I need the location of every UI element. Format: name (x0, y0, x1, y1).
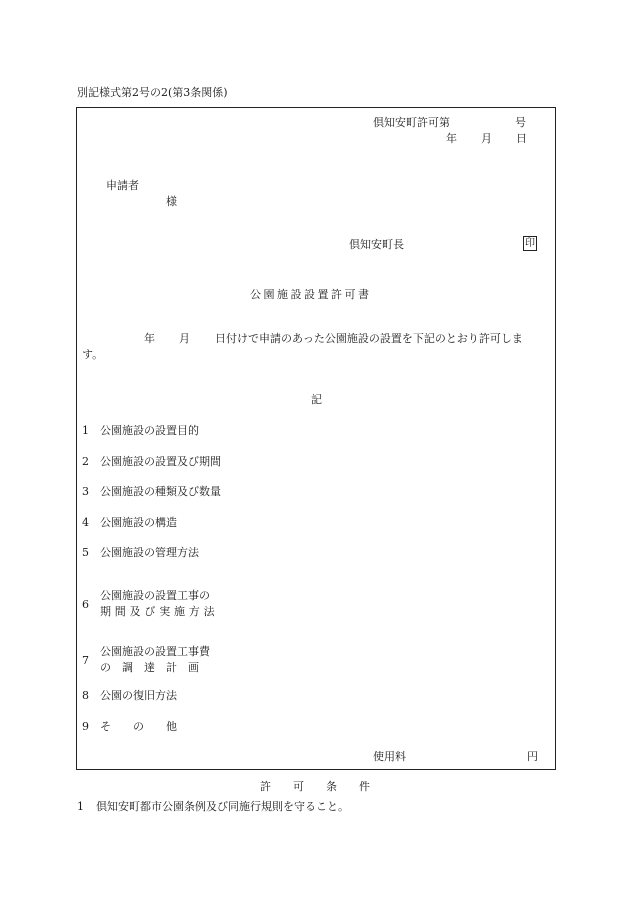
item-number: 7 (82, 654, 89, 667)
date-year: 年 (446, 132, 457, 145)
fee-label: 使用料 (373, 750, 406, 763)
item-text: 公園施設の設置及び期間 (100, 455, 221, 468)
body-year: 年 (144, 332, 155, 345)
item-text: そ の 他 (100, 720, 177, 733)
item-number: 8 (82, 689, 89, 702)
item-number: 6 (82, 598, 89, 611)
item-text: 公園の復旧方法 (100, 689, 177, 702)
applicant-label: 申請者 (106, 179, 139, 192)
item-text: 公園施設の構造 (100, 516, 177, 529)
item-number: 2 (82, 455, 89, 468)
body-month: 月 (179, 332, 190, 345)
permit-number-prefix: 倶知安町許可第 (373, 116, 450, 129)
seal-mark: 印 (525, 238, 535, 249)
body-text-line2: す。 (82, 348, 104, 361)
item-text-line1: 公園施設の設置工事の (100, 589, 210, 602)
body-text-line1: 日付けで申請のあった公園施設の設置を下記のとおり許可しま (215, 332, 523, 345)
date-day: 日 (516, 132, 527, 145)
date-month: 月 (481, 132, 492, 145)
form-label: 別記様式第2号の2(第3条関係) (77, 86, 228, 99)
issuer-name: 倶知安町長 (349, 238, 404, 251)
item-text-line2: の 調 達 計 画 (100, 661, 199, 674)
fee-unit: 円 (527, 750, 538, 763)
condition-text: 倶知安町都市公園条例及び同施行規則を守ること。 (96, 800, 349, 813)
item-number: 9 (82, 720, 89, 733)
permit-number-suffix: 号 (515, 116, 526, 129)
condition-number: 1 (77, 800, 84, 813)
item-text: 公園施設の種類及び数量 (100, 485, 221, 498)
applicant-honorific: 様 (166, 195, 177, 208)
item-number: 5 (82, 546, 89, 559)
document-title: 公園施設設置許可書 (250, 288, 372, 301)
item-text: 公園施設の管理方法 (100, 546, 199, 559)
ki-heading: 記 (311, 393, 322, 406)
item-number: 3 (82, 485, 89, 498)
item-number: 4 (82, 516, 89, 529)
item-text: 公園施設の設置目的 (100, 424, 199, 437)
item-number: 1 (82, 424, 89, 437)
item-text-line2: 期間及び実施方法 (100, 605, 219, 618)
conditions-title: 許 可 条 件 (260, 780, 370, 793)
item-text-line1: 公園施設の設置工事費 (100, 645, 210, 658)
